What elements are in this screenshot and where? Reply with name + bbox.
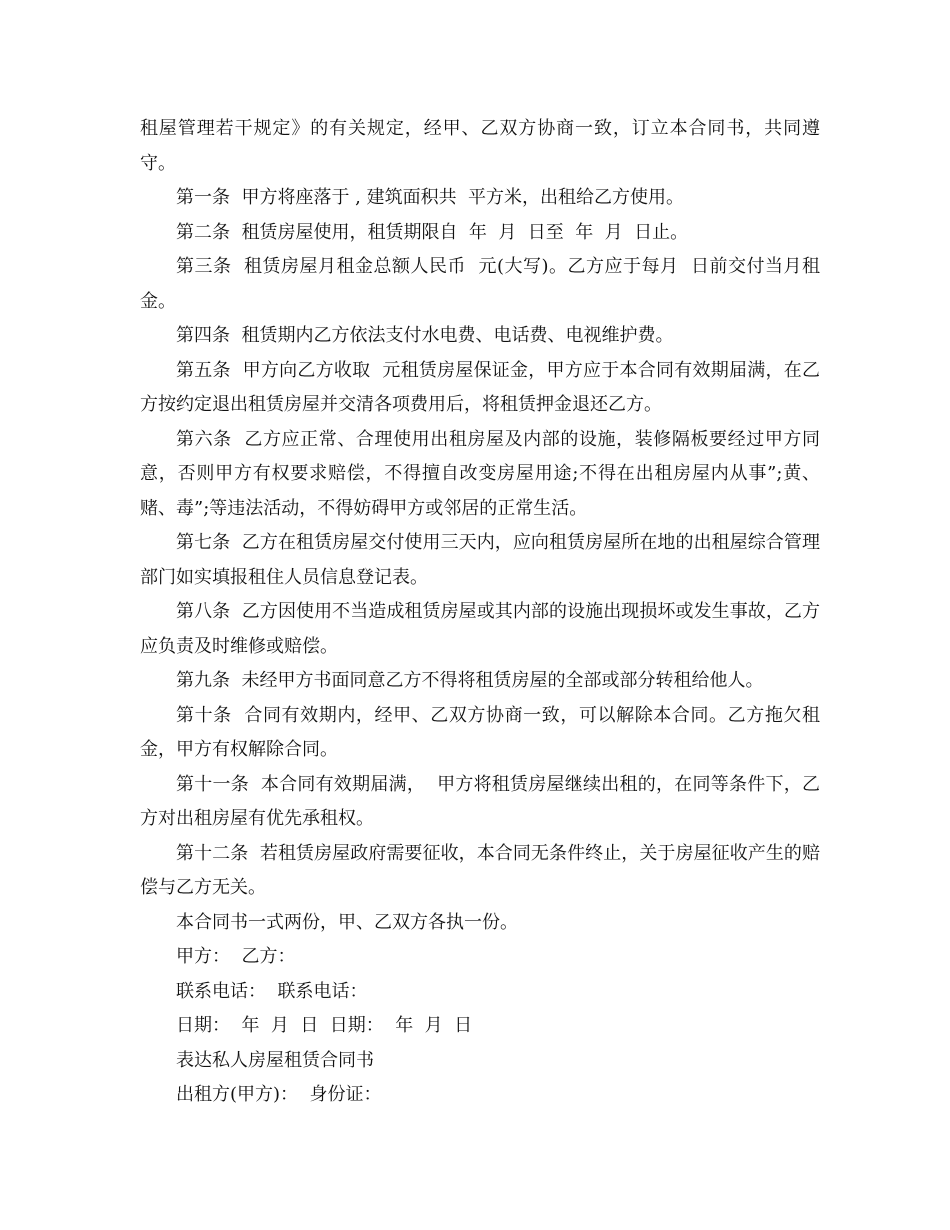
lessor-id-line: 出租方(甲方)： 身份证： xyxy=(176,1084,382,1105)
clause-8: 第八条 乙方因使用不当造成租赁房屋或其内部的设施出现损坏或发生事故，乙方应负责及时维修或赔偿。 xyxy=(140,601,820,657)
clause-9: 第九条 未经甲方书面同意乙方不得将租赁房屋的全部或部分转租给他人。 xyxy=(176,670,764,691)
signature-parties: 甲方： 乙方： xyxy=(176,946,296,967)
clause-12: 第十二条 若租赁房屋政府需要征收，本合同无条件终止，关于房屋征收产生的赔偿与乙方无关。 xyxy=(140,842,820,898)
contract-body xyxy=(140,112,820,1113)
clause-1: 第一条 甲方将座落于 , 建筑面积共 平方米，出租给乙方使用。 xyxy=(176,187,685,208)
signature-phones: 联系电话： 联系电话： xyxy=(176,980,368,1002)
clause-5: 第五条 甲方向乙方收取 元租赁房屋保证金，甲方应于本合同有效期届满，在乙方按约定退出租赁房屋并交清各项费用后，将租赁押金退还乙方。 xyxy=(140,359,820,415)
clause-7: 第七条 乙方在租赁房屋交付使用三天内，应向租赁房屋所在地的出租屋综合管理部门如实填报租住人员信息登记表。 xyxy=(140,532,820,588)
signature-dates: 日期： 年 月 日 日期： 年 月 日 xyxy=(176,1015,473,1036)
copies-statement: 本合同书一式两份，甲、乙双方各执一份。 xyxy=(176,911,518,933)
clause-4: 第四条 租赁期内乙方依法支付水电费、电话费、电视维护费。 xyxy=(176,325,674,346)
clause-3: 第三条 租赁房屋月租金总额人民币 元(大写)。乙方应于每月 日前交付当月租金。 xyxy=(140,256,820,312)
next-document-title: 表达私人房屋租赁合同书 xyxy=(176,1049,374,1071)
clause-6: 第六条 乙方应正常、合理使用出租房屋及内部的设施，装修隔板要经过甲方同意，否则甲方有权要求赔偿，不得擅自改变房屋用途;不得在出租房屋内从事”;黄、赌、毒”;等违法活动，不得妨碍甲方或邻居的正常生活。 xyxy=(140,428,820,519)
paragraph-intro-continued: 租屋管理若干规定》的有关规定，经甲、乙双方协商一致，订立本合同书，共同遵守。 xyxy=(140,118,820,174)
clause-2: 第二条 租赁房屋使用，租赁期限自 年 月 日至 年 月 日止。 xyxy=(176,221,689,243)
clause-10: 第十条 合同有效期内，经甲、乙双方协商一致，可以解除本合同。乙方拖欠租金，甲方有权解除合同。 xyxy=(140,704,820,760)
clause-11: 第十一条 本合同有效期届满， 甲方将租赁房屋继续出租的，在同等条件下，乙方对出租房屋有优先承租权。 xyxy=(140,773,820,829)
